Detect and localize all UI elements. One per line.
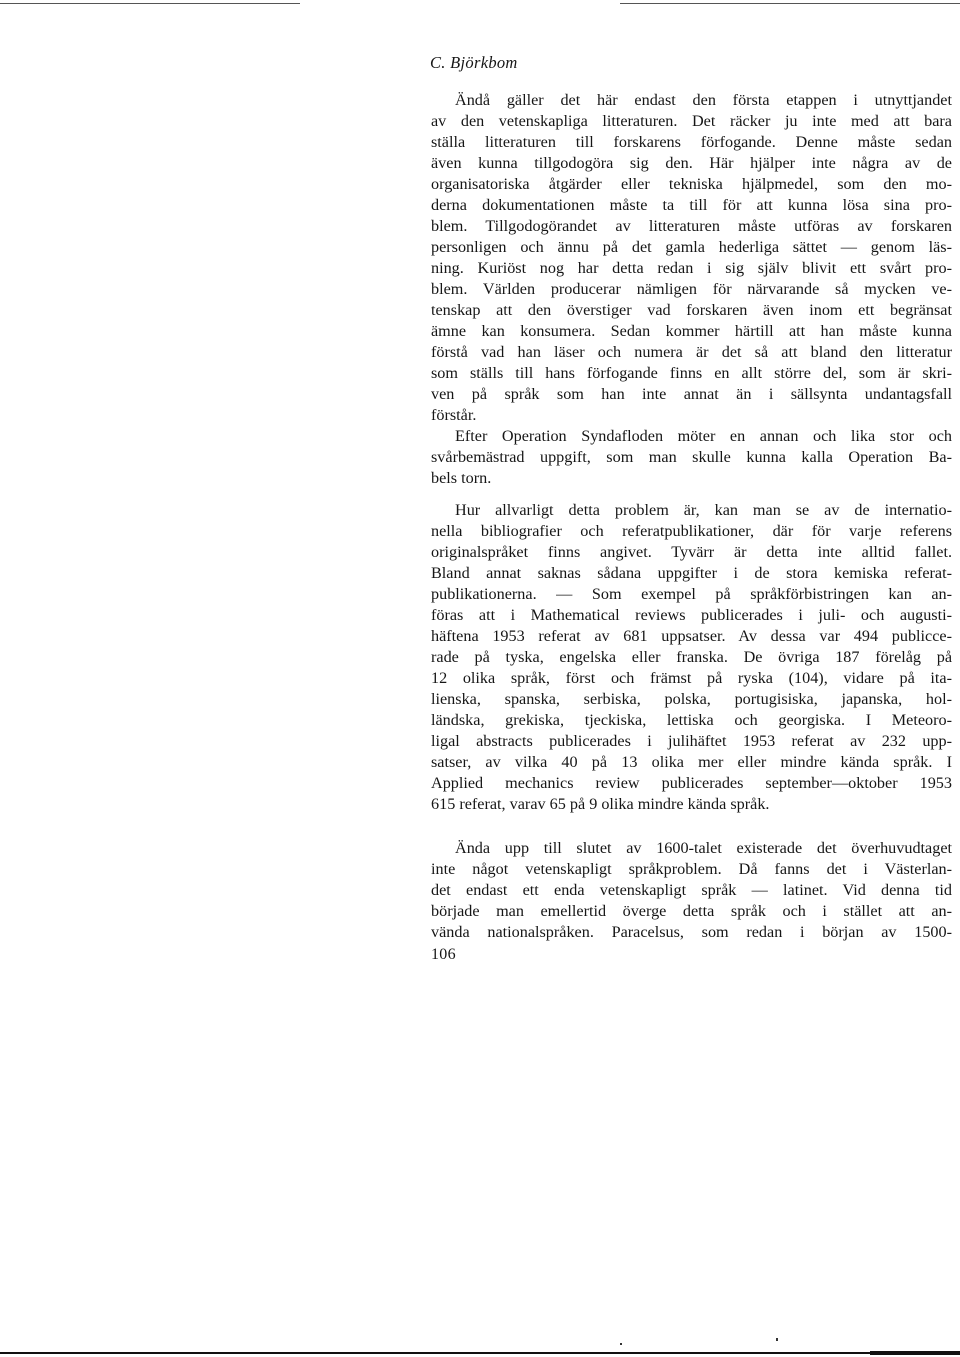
text-line: blem. Tillgodogörandet av litteraturen måste utföras av forskaren <box>431 217 952 235</box>
running-header-author: C. Björkbom <box>430 53 518 72</box>
text-line: ven på språk som han inte annat än i sällsynta undantagsfall <box>431 385 952 403</box>
paragraph-3 <box>431 500 952 815</box>
text-line: vända nationalspråken. Paracelsus, som redan i början av 1500- <box>431 923 952 941</box>
text-line: förstå vad han läser och numera är det så att bland den litteratur <box>431 343 952 361</box>
text-line: ämne kan konsumera. Sedan kommer härtill att han måste kunna <box>431 322 952 340</box>
paragraph-1 <box>431 90 952 426</box>
text-line: lienska, spanska, serbiska, polska, portugisiska, japanska, hol- <box>431 690 952 708</box>
text-line: Efter Operation Syndafloden möter en annan och lika stor och <box>455 427 952 445</box>
text-line: publikationerna. — Som exempel på språkförbistringen kan an- <box>431 585 952 603</box>
text-line: inte något vetenskapligt språkproblem. Då fanns det i Västerlan- <box>431 860 952 878</box>
text-line: förstår. <box>431 406 477 424</box>
text-line: av den vetenskapliga litteraturen. Det räcker ju inte med att bara <box>431 112 952 130</box>
text-line: svårbemästrad uppgift, som man skulle kunna kalla Operation Ba- <box>431 448 952 466</box>
text-line: Ända upp till slutet av 1600-talet existerade det överhuvudtaget <box>455 839 952 857</box>
text-line: tenskap att den överstiger vad forskaren även inom ett begränsat <box>431 301 952 319</box>
top-edge-rule-right <box>620 3 960 4</box>
text-line: föras att i Mathematical reviews publicerades i juli- och augusti- <box>431 606 952 624</box>
text-line: började man emellertid överge detta språk och i stället att an- <box>431 902 952 920</box>
text-line: Bland annat saknas sådana uppgifter i de stora kemiska referat- <box>431 564 952 582</box>
bottom-edge-rule <box>0 1352 960 1354</box>
text-line: bels torn. <box>431 469 492 487</box>
text-line: ländska, grekiska, tjeckiska, lettiska och georgiska. I Meteoro- <box>431 711 952 729</box>
text-line: personligen och ännu på det gamla hederliga sättet — genom läs- <box>431 238 952 256</box>
text-line: rade på tyska, engelska eller franska. De övriga 187 förelåg på <box>431 648 952 666</box>
text-line: originalspråket finns angivet. Tyvärr är detta inte alltid fallet. <box>431 543 952 561</box>
text-line: nella bibliografier och referatpublikationer, där för varje referens <box>431 522 952 540</box>
paragraph-4 <box>431 838 952 943</box>
text-line: häftena 1953 referat av 681 uppsatser. Av dessa var 494 publicce- <box>431 627 952 645</box>
text-line: även kunna tillgodogöra sig den. Här hjälper inte några av de <box>431 154 952 172</box>
bottom-edge-rule-dark <box>870 1351 960 1355</box>
page-number: 106 <box>431 946 456 963</box>
paragraph-2 <box>431 426 952 489</box>
text-line: satser, av vilka 40 på 13 olika mer eller mindre kända språk. I <box>431 753 952 771</box>
text-line: Ändå gäller det här endast den första etappen i utnyttjandet <box>455 91 952 109</box>
scan-speck <box>620 1343 622 1345</box>
text-line: Applied mechanics review publicerades september—oktober 1953 <box>431 774 952 792</box>
text-line: blem. Världen producerar nämligen för närvarande så mycken ve- <box>431 280 952 298</box>
text-line: ligal abstracts publicerades i julihäftet 1953 referat av 232 upp- <box>431 732 952 750</box>
text-line: som ställs till hans förfogande finns en allt större del, som är skri- <box>431 364 952 382</box>
text-line: ning. Kuriöst nog har detta redan i sig själv blivit ett svårt pro- <box>431 259 952 277</box>
text-line: 12 olika språk, först och främst på ryska (104), vidare på ita- <box>431 669 952 687</box>
text-line: organisatoriska åtgärder eller tekniska hjälpmedel, som den mo- <box>431 175 952 193</box>
text-line: derna dokumentationen måste ta till för att kunna lösa sina pro- <box>431 196 952 214</box>
top-edge-rule-left <box>0 3 300 4</box>
scan-speck <box>776 1338 778 1341</box>
text-line: Hur allvarligt detta problem är, kan man se av de internatio- <box>455 501 952 519</box>
text-line: ställa litteraturen till forskarens förfogande. Denne måste sedan <box>431 133 952 151</box>
text-line: 615 referat, varav 65 på 9 olika mindre kända språk. <box>431 795 770 813</box>
text-line: det endast ett enda vetenskapligt språk — latinet. Vid denna tid <box>431 881 952 899</box>
